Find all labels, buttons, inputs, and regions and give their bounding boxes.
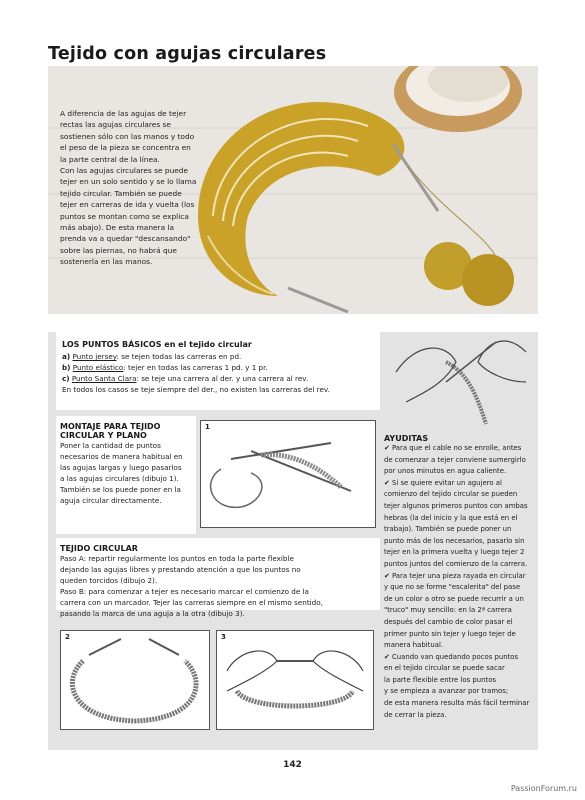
intro-line: sobre las piernas, no habrá que xyxy=(60,245,177,255)
ayuditas-line: punto más de los necesarios, pasarlo sin xyxy=(384,536,525,545)
intro-line: prenda va a quedar "descansando" xyxy=(60,234,191,244)
montaje-line: las agujas largas y luego pasarlos xyxy=(60,463,182,472)
basics-title: LOS PUNTOS BÁSICOS en el tejido circular xyxy=(62,340,252,349)
ayuditas-title: AYUDITAS xyxy=(384,434,429,443)
intro-line: tejer en un solo sentido y se lo llama xyxy=(60,177,197,187)
intro-line: rectas las agujas circulares se xyxy=(60,120,171,130)
ayuditas-line: ✔ Para tejer una pieza rayada en circular xyxy=(384,571,526,580)
intro-line: A diferencia de las agujas de tejer xyxy=(60,109,187,118)
intro-line: tejido circular. También se puede xyxy=(60,188,182,198)
ayuditas-line: de comenzar a tejer conviene sumergirlo xyxy=(384,455,526,464)
hands-knitting-drawing xyxy=(217,631,373,729)
ayuditas-line: tejer algunos primeros puntos con ambas xyxy=(384,501,528,510)
tejido-circular-line: carrera con un marcador. Tejer las carreras siempre en el mismo sentido, xyxy=(60,598,323,607)
tejido-circular-text xyxy=(60,553,378,619)
montaje-title-1: MONTAJE PARA TEJIDO xyxy=(60,422,161,431)
tejido-circular-title: TEJIDO CIRCULAR xyxy=(60,544,138,553)
montaje-text xyxy=(60,440,196,506)
ayuditas-line: de cerrar la pieza. xyxy=(384,710,447,719)
intro-paragraph xyxy=(60,108,210,268)
montaje-section xyxy=(60,422,196,506)
ayuditas-line: primer punto sin tejer y luego tejer de xyxy=(384,629,516,638)
intro-line: Con las agujas circulares se puede xyxy=(60,166,189,176)
basics-note: En todos los casos se teje siempre del der., no existen las carreras del rev. xyxy=(62,385,330,394)
watermark: PassionForum.ru xyxy=(510,784,577,793)
ayuditas-line: después del cambio de color pasar el xyxy=(384,617,513,626)
ayuditas-line: ✔ Para que el cable no se enrolle, antes xyxy=(384,444,522,452)
ayuditas-line: en el tejido circular se puede sacar xyxy=(384,664,505,673)
tejido-circular-line: Paso A: repartir regularmente los puntos en toda la parte flexible xyxy=(60,554,294,563)
ayuditas-line: y que no se forme "escalerita" del pase xyxy=(384,583,521,592)
tejido-circular-line: Paso B: para comenzar a tejer es necesario marcar el comienzo de la xyxy=(60,587,309,596)
hero-photo xyxy=(48,66,538,314)
montaje-line: También se los puede poner en la xyxy=(60,485,181,494)
tejido-circular-line: dejando las agujas libres y prestando atención a que los puntos no xyxy=(60,565,301,574)
intro-line: sostienen sólo con las manos y todo xyxy=(60,131,195,141)
ayuditas-line: la parte flexible entre los puntos xyxy=(384,675,497,684)
tejido-circular-line: queden torcidos (dibujo 2). xyxy=(60,576,158,585)
ayuditas-line: por unos minutos en agua caliente. xyxy=(384,467,507,476)
figure-1-number: 1 xyxy=(205,423,210,431)
montaje-line: necesarios de manera habitual en xyxy=(60,452,183,461)
hands-illustration xyxy=(386,332,538,430)
ayuditas-line: comienzo del tejido circular se pueden xyxy=(384,490,518,499)
basics-section xyxy=(62,340,378,395)
figure-3 xyxy=(216,630,374,730)
figure-3-number: 3 xyxy=(221,633,226,641)
circular-needle-drawing xyxy=(61,631,209,729)
ayuditas-line: hebras (la del inicio y la que está en el xyxy=(384,513,518,522)
tejido-circular-section xyxy=(60,544,378,619)
ayuditas-line: de esta manera resulta más fácil terminar xyxy=(384,699,530,708)
ayuditas-section xyxy=(384,434,534,721)
basics-item-a: a) Punto jersey: se tejen todas las carreras en pd. xyxy=(62,352,242,361)
ayuditas-line: ✔ Si se quiere evitar un agujero al xyxy=(384,478,502,487)
needles-drawing xyxy=(201,421,375,527)
tejido-circular-line: pasando la marca de una aguja a la otra (dibujo 3). xyxy=(60,609,245,618)
ayuditas-text xyxy=(384,443,534,721)
montaje-title-2: CIRCULAR Y PLANO xyxy=(60,431,147,440)
figure-2 xyxy=(60,630,210,730)
montaje-line: a las agujas circulares (dibujo 1). xyxy=(60,474,179,483)
figure-1 xyxy=(200,420,376,528)
instruction-panel xyxy=(48,332,538,750)
ayuditas-line: trabajo). También se puede poner un xyxy=(384,525,512,534)
intro-line: sostenerla en las manos. xyxy=(60,257,153,267)
ayuditas-line: puntos juntos del comienzo de la carrera. xyxy=(384,559,528,568)
montaje-line: aguja circular directamente. xyxy=(60,496,162,505)
intro-line: más abajo). De esta manera la xyxy=(60,223,175,233)
intro-line: puntos se montan como se explica xyxy=(60,211,189,221)
ayuditas-line: de un color a otro se puede recurrir a un xyxy=(384,594,524,603)
ayuditas-line: "truco" muy sencillo: en la 2ª carrera xyxy=(384,606,512,615)
intro-line: tejer en carreras de ida y vuelta (los xyxy=(60,200,195,210)
page-number: 142 xyxy=(283,760,302,770)
ayuditas-line: tejer en la primera vuelta y luego tejer 2 xyxy=(384,548,525,557)
intro-line: la parte central de la línea. xyxy=(60,154,160,164)
basics-item-c: c) Punto Santa Clara: se teje una carrera al der. y una carrera al rev. xyxy=(62,374,309,383)
basics-item-b: b) Punto elástico: tejer en todas las carreras 1 pd. y 1 pr. xyxy=(62,363,268,372)
page-title: Tejido con agujas circulares xyxy=(48,44,327,64)
montaje-line: Poner la cantidad de puntos xyxy=(60,441,161,450)
ayuditas-line: y se empieza a avanzar por tramos; xyxy=(384,687,509,696)
figure-2-number: 2 xyxy=(65,633,70,641)
ayuditas-line: manera habitual. xyxy=(384,641,444,650)
intro-line: el peso de la pieza se concentra en xyxy=(60,143,191,153)
ayuditas-line: ✔ Cuando van quedando pocos puntos xyxy=(384,652,519,661)
